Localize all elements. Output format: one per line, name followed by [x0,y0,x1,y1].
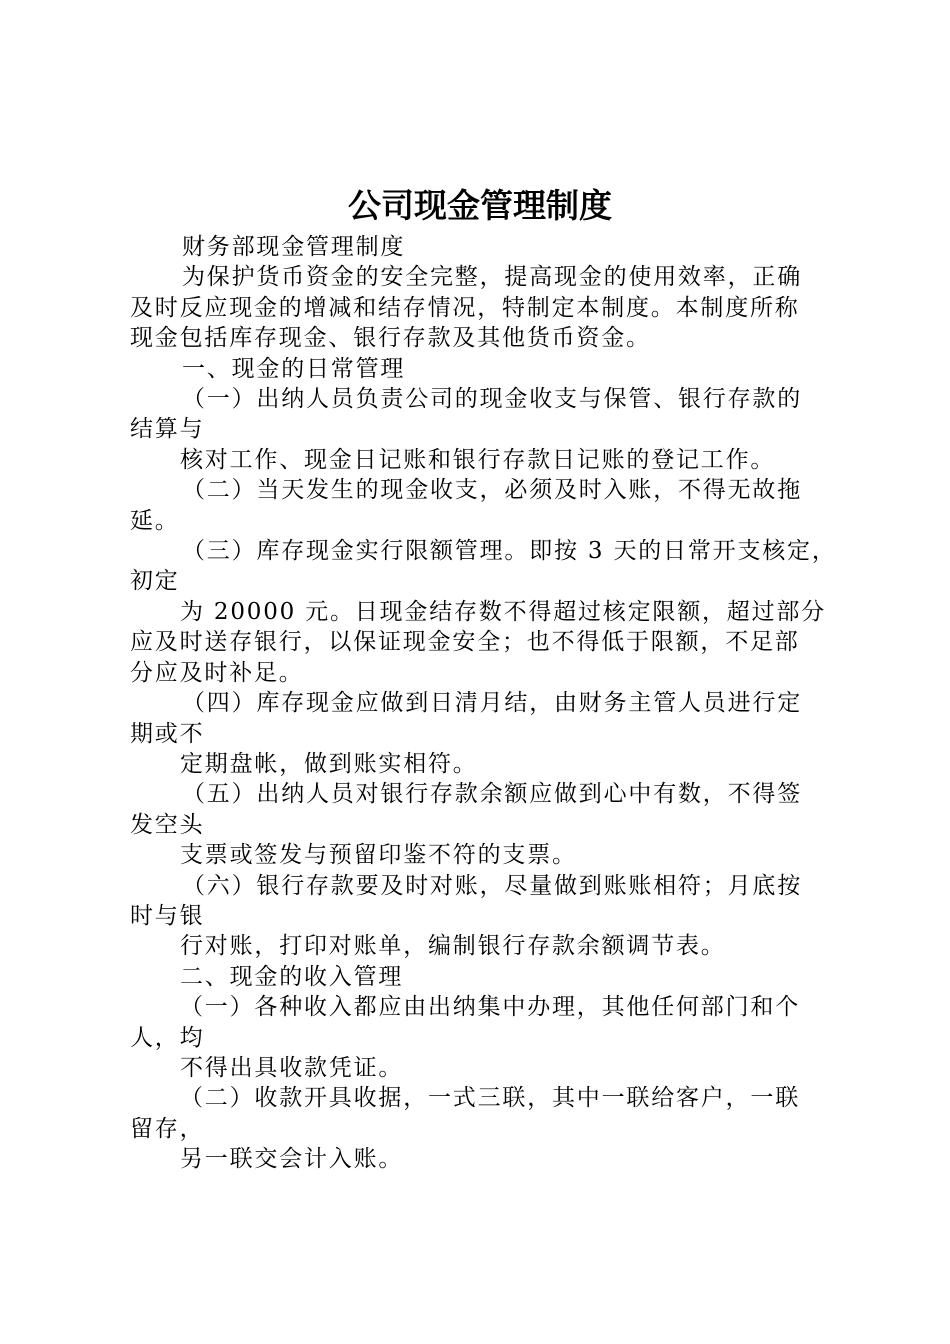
s1-item6-line3: 行对账，打印对账单，编制银行存款余额调节表。 [180,933,726,960]
s2-item2-line2: 留存， [130,1115,205,1142]
s1-item4-line2: 期或不 [130,720,205,747]
s1-item5-line1: （五）出纳人员对银行存款余额应做到心中有数，不得签 [182,781,802,808]
s1-item2-line1: （二）当天发生的现金收支，必须及时入账，不得无故拖 [182,477,802,504]
intro-line-1: 为保护货币资金的安全完整，提高现金的使用效率，正确 [182,264,802,291]
s1-item3-line2: 初定 [130,568,180,595]
s1-item3-line4: 应及时送存银行，以保证现金安全；也不得低于限额，不足部 [130,629,800,656]
s2-item1-line1: （一）各种收入都应由出纳集中办理，其他任何部门和个 [180,994,800,1021]
s1-item3-line3: 为 20000 元。日现金结存数不得超过核定限额，超过部分 [180,598,826,625]
document-title: 公司现金管理制度 [348,186,612,225]
s2-item1-line2: 人，均 [130,1024,205,1051]
s1-item6-line1: （六）银行存款要及时对账，尽量做到账账相符；月底按 [182,872,802,899]
section2-heading: 二、现金的收入管理 [180,963,404,990]
s1-item6-line2: 时与银 [130,902,205,929]
s2-item2-line1: （二）收款开具收据，一式三联，其中一联给客户，一联 [180,1085,800,1112]
s1-item4-line3: 定期盘帐，做到账实相符。 [180,750,478,777]
s1-item3-line1: （三）库存现金实行限额管理。即按 3 天的日常开支核定， [182,538,837,565]
s1-item5-line3: 支票或签发与预留印鉴不符的支票。 [180,842,577,869]
subtitle: 财务部现金管理制度 [182,234,406,260]
s2-item2-line3: 另一联交会计入账。 [180,1146,404,1173]
s1-item3-line5: 分应及时补足。 [130,659,304,686]
intro-line-3: 现金包括库存现金、银行存款及其他货币资金。 [130,325,651,352]
s1-item1-line2: 结算与 [130,416,205,443]
s1-item1-line3: 核对工作、现金日记账和银行存款日记账的登记工作。 [180,446,776,473]
s1-item2-line2: 延。 [130,507,180,534]
s1-item5-line2: 发空头 [130,811,205,838]
section1-heading: 一、现金的日常管理 [182,355,406,382]
s1-item1-line1: （一）出纳人员负责公司的现金收支与保管、银行存款的 [182,386,802,413]
document-body [130,232,835,1175]
s1-item4-line1: （四）库存现金应做到日清月结，由财务主管人员进行定 [182,690,802,717]
s2-item1-line3: 不得出具收款凭证。 [180,1054,404,1081]
intro-line-2: 及时反应现金的增减和结存情况，特制定本制度。本制度所称 [130,294,800,321]
